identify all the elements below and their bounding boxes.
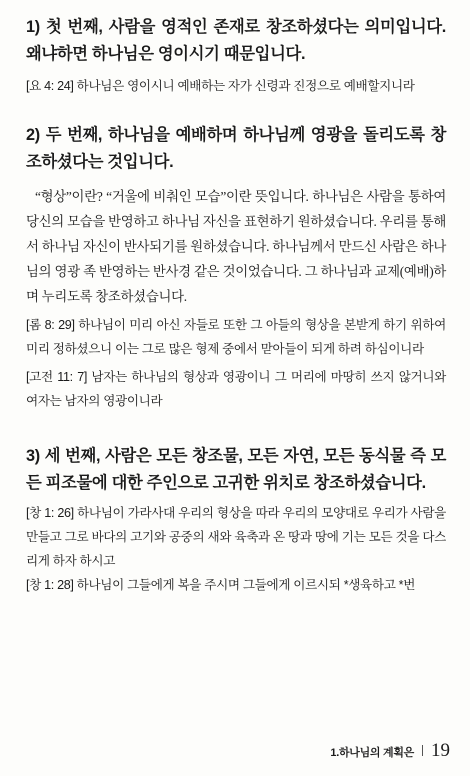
verse-romans-8-29: [롬 8: 29] 하나님이 미리 아신 자들로 또한 그 아들의 형상을 본받게 하기 위하여 미리 정하셨으니 이는 그로 많은 형제 중에서 맏아들이 되게 하려 하심이니라 [26,318,446,356]
verse-john-4-24: [요 4: 24] 하나님은 영이시니 예배하는 자가 신령과 진정으로 예배할지니라 [26,79,415,93]
verse-genesis-1-28: [창 1: 28] 하나님이 그들에게 복을 주시며 그들에게 이르시되 *생육하고 *번 [26,578,416,592]
section-2-heading: 2) 두 번째, 하나님을 예배하며 하나님께 영광을 돌리도록 창조하셨다는 것입니다. [26,126,446,171]
page-number: 19 [431,740,450,761]
page-footer [330,740,450,762]
chapter-title: 1.하나님의 계획은 [330,747,414,759]
verse-1-corinthians-11-7: [고전 11: 7] 남자는 하나님의 형상과 영광이니 그 머리에 마땅히 쓰지 않거니와 여자는 남자의 영광이니라 [26,370,446,408]
verse-genesis-1-26: [창 1: 26] 하나님이 가라사대 우리의 형상을 따라 우리의 모양대로 우리가 사람을 만들고 그로 바다의 고기와 공중의 새와 육축과 온 땅과 땅에 기는 모든 것을 다스리게 하자 하시고 [26,506,446,568]
section-2-body: “형상”이란? “거울에 비춰인 모습”이란 뜻입니다. 하나님은 사람을 통하여 당신의 모습을 반영하고 하나님 자신을 표현하기 원하셨습니다. 우리를 통해서 하나님 자신이 반사되기를 원하셨습니다. 하나님께서 만드신 사람은 하나님의 영광 족 반영하는 반사경 같은 것이었습니다. 그 하나님과 교제(예배)하며 누리도록 창조하셨습니다. [26,189,446,304]
section-1-heading: 1) 첫 번째, 사람을 영적인 존재로 창조하셨다는 의미입니다. 왜냐하면 하나님은 영이시기 때문입니다. [26,18,446,63]
page-content [26,14,446,597]
section-3-heading: 3) 세 번째, 사람은 모든 창조물, 모든 자연, 모든 동식물 즉 모든 피조물에 대한 주인으로 고귀한 위치로 창조하셨습니다. [26,447,446,492]
footer-divider [422,745,423,756]
